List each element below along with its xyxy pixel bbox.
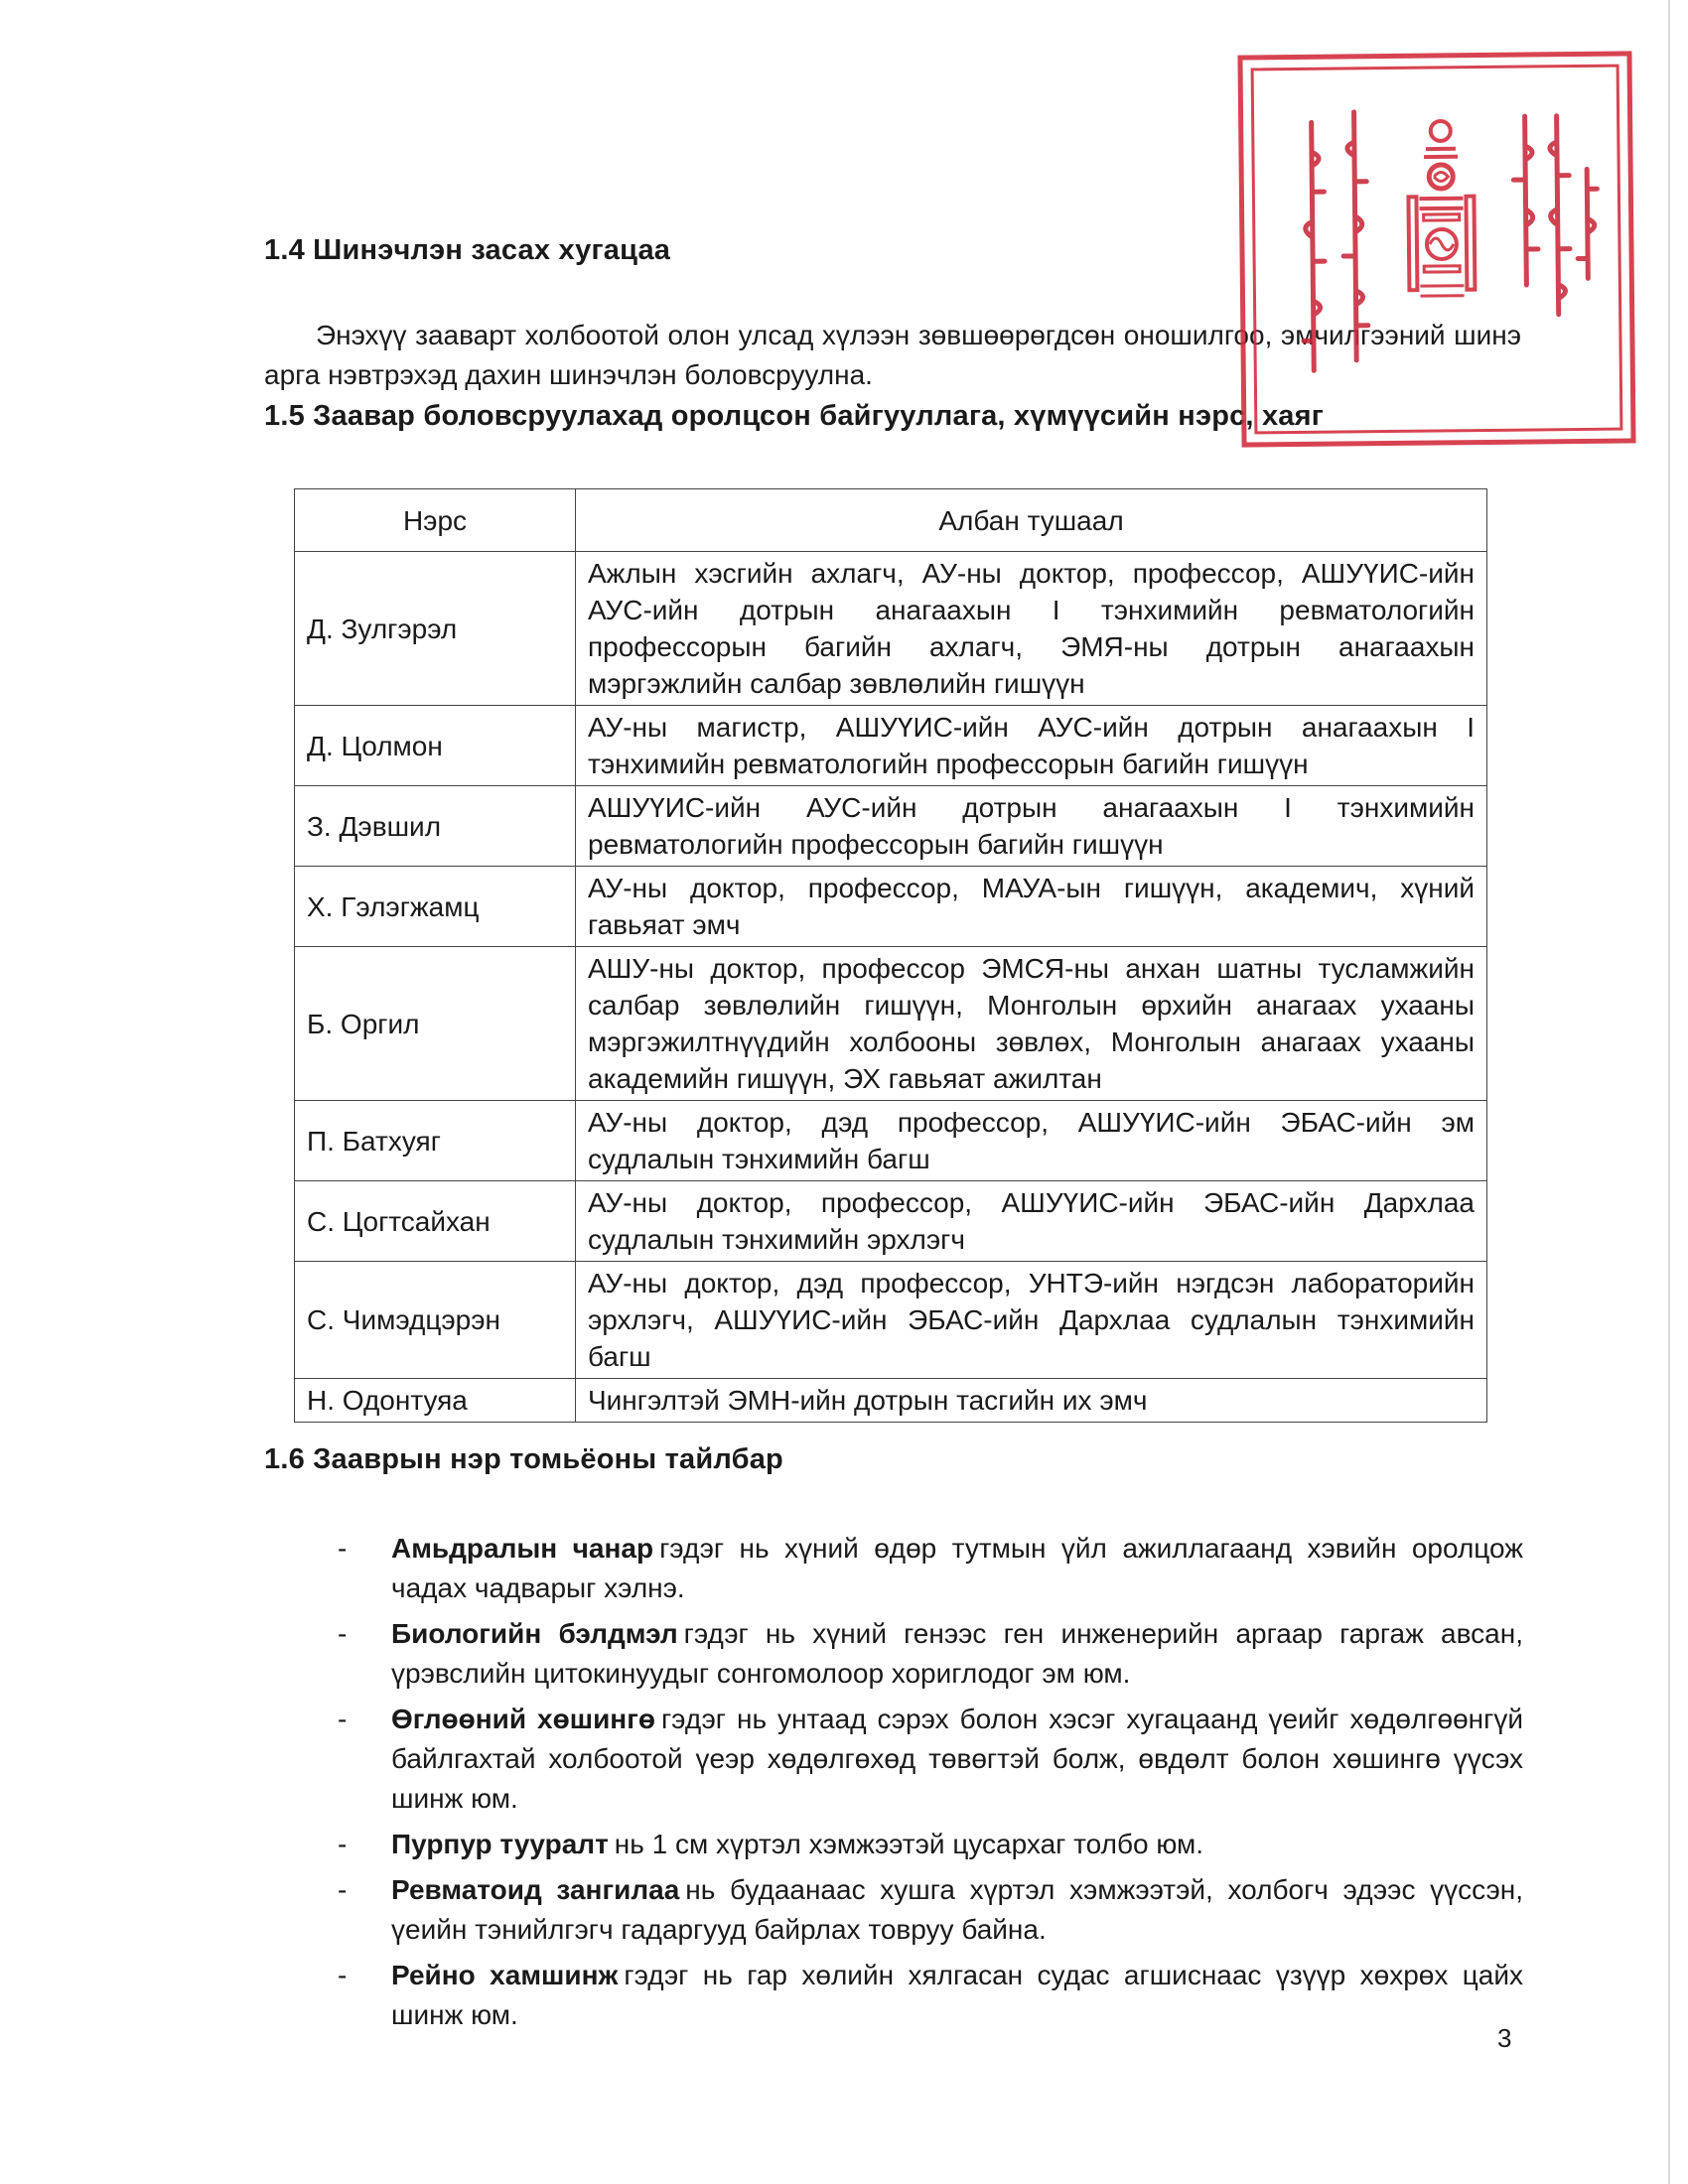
official-seal-stamp xyxy=(1236,50,1637,449)
contributor-name: С. Чимэдцэрэн xyxy=(295,1262,576,1379)
definitions-list xyxy=(338,1529,1523,2041)
contributor-name: Н. Одонтуяа xyxy=(295,1379,576,1423)
contributor-role: АУ-ны доктор, профессор, МАУА-ын гишүүн, академич, хүний гавьяат эмч xyxy=(576,867,1487,947)
table-row xyxy=(295,1101,1487,1181)
definition-term: Биологийн бэлдмэл xyxy=(391,1618,678,1649)
list-dash: - xyxy=(338,1960,348,1990)
contributor-role: АУ-ны доктор, дэд профессор, УНТЭ-ийн нэгдсэн лабораторийн эрхлэгч, АШУҮИС-ийн ЭБАС-ийн Дархлаа судлалын тэнхимийн багш xyxy=(576,1262,1487,1379)
list-item xyxy=(338,1700,1523,1819)
contributor-role: Ажлын хэсгийн ахлагч, АУ-ны доктор, профессор, АШУҮИС-ийн АУС-ийн дотрын анагаахын I тэнхимийн ревматологийн профессорын багийн ахлагч, ЭМЯ-ны дотрын анагаахын мэргэжлийн салбар зөвлөлийн гишүүн xyxy=(576,552,1487,706)
table-row xyxy=(295,1379,1487,1423)
column-header-role: Албан тушаал xyxy=(576,489,1487,552)
definition-term: Ревматоид зангилаа xyxy=(391,1874,680,1905)
definition-text: гэдэг нь хүний генээс ген инженерийн аргаар гаргаж авсан, үрэвслийн цитокинуудыг сонгомолоор хориглодог эм юм. xyxy=(391,1618,1523,1689)
column-header-name: Нэрс xyxy=(295,489,576,552)
definition-text: нь будаанаас хушга хүртэл хэмжээтэй, холбогч эдээс үүссэн, үеийн тэнийлгэгч гадаргууд байрлах товруу байна. xyxy=(391,1874,1523,1945)
contributor-name: Д. Зулгэрэл xyxy=(295,552,576,706)
contributor-role: Чингэлтэй ЭМН-ийн дотрын тасгийн их эмч xyxy=(576,1379,1487,1423)
list-item xyxy=(338,1529,1523,1608)
contributor-role: АУ-ны доктор, дэд профессор, АШУҮИС-ийн ЭБАС-ийн эм судлалын тэнхимийн багш xyxy=(576,1101,1487,1181)
contributor-role: АУ-ны магистр, АШУҮИС-ийн АУС-ийн дотрын анагаахын I тэнхимийн ревматологийн профессорын багийн гишүүн xyxy=(576,706,1487,786)
definition-text: нь 1 см хүртэл хэмжээтэй цусархаг толбо юм. xyxy=(614,1829,1204,1859)
contributor-name: Х. Гэлэгжамц xyxy=(295,867,576,947)
page-number: 3 xyxy=(1497,2023,1512,2053)
table-row xyxy=(295,947,1487,1101)
list-item xyxy=(338,1870,1523,1950)
table-row xyxy=(295,867,1487,947)
definition-text: гэдэг нь унтаад сэрэх болон хэсэг хугацаанд үеийг хөдөлгөөнгүй байлгахтай холбоотой үеэр хөдөлгөхөд төвөгтэй болж, өвдөлт болон хөшингө үүсэх шинж юм. xyxy=(391,1704,1523,1814)
definition-text: гэдэг нь гар хөлийн хялгасан судас агшиснаас үзүүр хөхрөх цайх шинж юм. xyxy=(391,1960,1523,2030)
contributor-name: С. Цогтсайхан xyxy=(295,1181,576,1262)
list-dash: - xyxy=(338,1874,348,1905)
section-1-6-heading: 1.6 Зааврын нэр томьёоны тайлбар xyxy=(264,1443,783,1475)
soyombo-emblem-icon xyxy=(1408,121,1476,297)
contributor-name: З. Дэвшил xyxy=(295,786,576,867)
table-row xyxy=(295,706,1487,786)
section-1-4-heading: 1.4 Шинэчлэн засах хугацаа xyxy=(264,234,671,266)
definition-text: гэдэг нь хүний өдөр тутмын үйл ажиллагаанд хэвийн оролцож чадах чадварыг хэлнэ. xyxy=(391,1533,1523,1603)
definition-term: Өглөөний хөшингө xyxy=(391,1704,655,1734)
contributor-role: АШУ-ны доктор, профессор ЭМСЯ-ны анхан шатны тусламжийн салбар зөвлөлийн гишүүн, Монголын өрхийн анагаах ухааны мэргэжилтнүүдийн холбооны зөвлөх, Монголын анагаах ухааны академийн гишүүн, ЭХ гавьяат ажилтан xyxy=(576,947,1487,1101)
list-item xyxy=(338,1614,1523,1694)
contributor-name: П. Батхуяг xyxy=(295,1101,576,1181)
table-row xyxy=(295,552,1487,706)
section-1-4-text: Энэхүү зааварт холбоотой олон улсад хүлээн зөвшөөрөгдсөн оношилгоо, эмчилгээний шинэ арга нэвтрэхэд дахин шинэчлэн боловсруулна. xyxy=(264,320,1521,390)
table-row xyxy=(295,786,1487,867)
contributors-table xyxy=(294,488,1487,1423)
definition-term: Амьдралын чанар xyxy=(391,1533,654,1564)
list-item xyxy=(338,1956,1523,2035)
list-dash: - xyxy=(338,1618,348,1649)
list-dash: - xyxy=(338,1829,348,1859)
contributor-name: Д. Цолмон xyxy=(295,706,576,786)
contributor-role: АУ-ны доктор, профессор, АШУҮИС-ийн ЭБАС-ийн Дархлаа судлалын тэнхимийн эрхлэгч xyxy=(576,1181,1487,1262)
contributor-name: Б. Оргил xyxy=(295,947,576,1101)
definition-term: Рейно хамшинж xyxy=(391,1960,619,1990)
section-1-5-heading: 1.5 Заавар боловсруулахад оролцсон байгууллага, хүмүүсийн нэрс, хаяг xyxy=(264,400,1325,432)
table-header-row xyxy=(295,489,1487,552)
list-dash: - xyxy=(338,1533,348,1564)
table-row xyxy=(295,1181,1487,1262)
list-dash: - xyxy=(338,1704,348,1734)
contributors-table-body xyxy=(295,552,1487,1423)
list-item xyxy=(338,1825,1523,1864)
contributor-role: АШУҮИС-ийн АУС-ийн дотрын анагаахын I тэнхимийн ревматологийн профессорын багийн гишүүн xyxy=(576,786,1487,867)
scan-edge xyxy=(1668,0,1670,2184)
table-row xyxy=(295,1262,1487,1379)
definition-term: Пурпур тууралт xyxy=(391,1829,609,1859)
